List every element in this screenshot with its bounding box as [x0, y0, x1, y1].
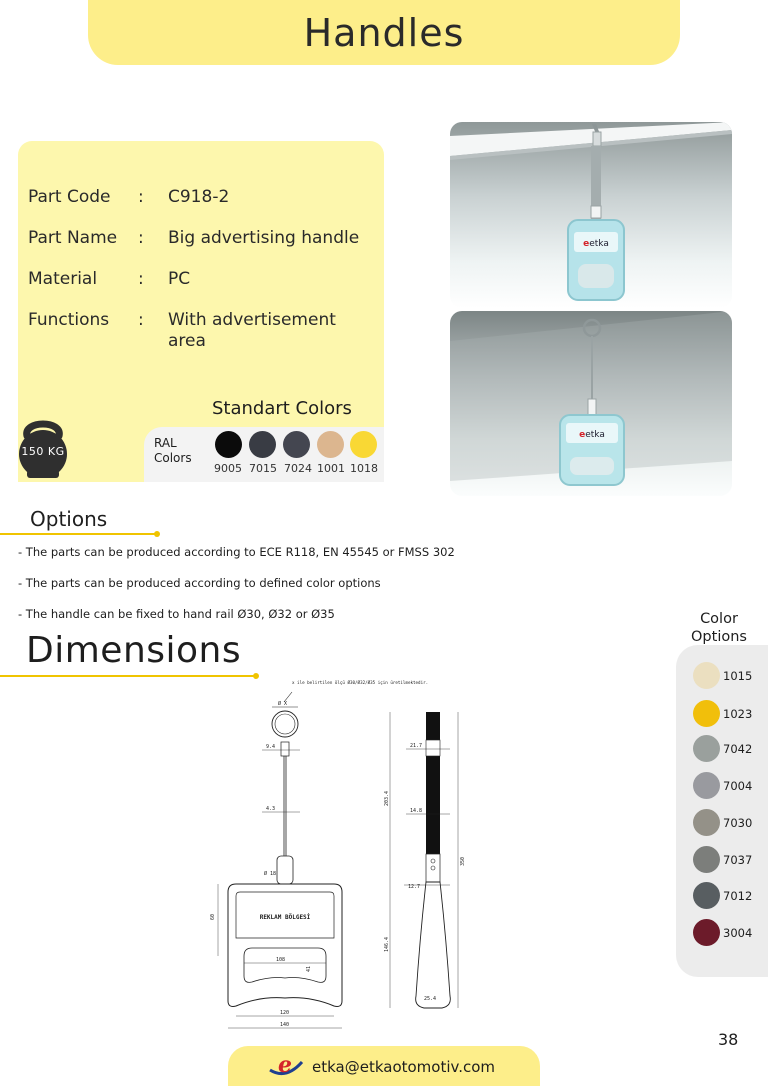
ral-swatch-1018: [350, 431, 377, 458]
dim-25-4: 25.4: [424, 996, 437, 1002]
option-line: - The parts can be produced according to defined color options: [18, 576, 381, 590]
spec-colon: :: [138, 187, 144, 207]
options-title: Options: [30, 507, 108, 531]
spec-label: Part Name: [28, 228, 118, 248]
kettlebell-icon: [17, 410, 69, 482]
drawing-note: x ile belirtilen ölçü Ø30/Ø32/Ø35 için üretilmektedir.: [292, 680, 429, 685]
ral-code: 7015: [249, 462, 277, 475]
dim-120: 120: [280, 1010, 290, 1016]
color-option-7004: [693, 772, 720, 799]
dim-350: 350: [460, 856, 466, 866]
spec-label: Functions: [28, 310, 110, 330]
color-option-7037: [693, 846, 720, 873]
email-link[interactable]: etka@etkaotomotiv.com: [312, 1058, 496, 1076]
dim-41: 41: [306, 965, 312, 972]
photo-brand-text: etka: [585, 430, 605, 440]
spec-value: Big advertising handle: [168, 228, 360, 248]
etka-logo-icon: [268, 1050, 304, 1082]
color-options-panel: [676, 645, 768, 977]
photo-brand-text: etka: [589, 239, 609, 249]
page-number: 38: [718, 1030, 739, 1049]
color-option-1023: [693, 700, 720, 727]
color-option-code: 1023: [723, 707, 753, 721]
spec-value: With advertisement area: [168, 310, 336, 351]
ral-code: 1018: [350, 462, 378, 475]
svg-text:e: e: [278, 1052, 292, 1078]
ral-swatch-9005: [215, 431, 242, 458]
dim-60: 60: [210, 913, 216, 920]
spec-colon: :: [138, 228, 144, 248]
color-option-7012: [693, 882, 720, 909]
spec-colon: :: [138, 269, 144, 289]
option-line: - The parts can be produced according to ECE R118, EN 45545 or FMSS 302: [18, 545, 455, 559]
dim-21-7: 21.7: [410, 743, 423, 749]
ral-code: 9005: [214, 462, 242, 475]
dim-140: 140: [280, 1022, 290, 1028]
spec-label: Material: [28, 269, 98, 289]
color-option-code: 7030: [723, 816, 753, 830]
svg-text:eetka: eetka: [579, 430, 605, 440]
dim-146-4: 146.4: [384, 936, 390, 952]
color-option-code: 7004: [723, 779, 753, 793]
dimensions-title: Dimensions: [26, 630, 242, 671]
color-option-code: 1015: [723, 669, 753, 683]
color-option-code: 7042: [723, 742, 753, 756]
color-option-code: 7037: [723, 853, 753, 867]
color-option-7042: [693, 735, 720, 762]
dim-12-7: 12.7: [408, 884, 421, 890]
page-title: Handles: [303, 10, 465, 55]
color-option-code: 3004: [723, 926, 753, 940]
spec-value: PC: [168, 269, 191, 289]
ral-code: 1001: [317, 462, 345, 475]
color-option-7030: [693, 809, 720, 836]
color-option-1015: [693, 662, 720, 689]
svg-text:eetka: eetka: [583, 239, 609, 249]
dim-14-8: 14.8: [410, 808, 423, 814]
ral-code: 7024: [284, 462, 312, 475]
ral-colors-label: RAL Colors: [154, 436, 192, 465]
title-banner: [88, 0, 680, 65]
dim-4-3: 4.3: [266, 806, 276, 812]
spec-value: C918-2: [168, 187, 230, 207]
product-photo-2: [450, 311, 732, 496]
option-line: - The handle can be fixed to hand rail Ø30, Ø32 or Ø35: [18, 607, 335, 621]
ad-area-label: REKLAM BÖLGESİ: [259, 914, 311, 921]
color-option-code: 7012: [723, 889, 753, 903]
ral-swatch-7015: [249, 431, 276, 458]
dim-ring: Ø X: [278, 701, 288, 707]
ral-swatch-1001: [317, 431, 344, 458]
product-photo-1: [450, 122, 732, 308]
dim-9-4: 9.4: [266, 744, 276, 750]
color-options-title: Color Options: [691, 611, 747, 645]
technical-drawing: [200, 676, 480, 1036]
standard-colors-title: Standart Colors: [212, 398, 352, 419]
options-underline-dot: [154, 531, 160, 537]
spec-colon: :: [138, 310, 144, 330]
ral-swatch-7024: [283, 431, 310, 458]
dim-18: Ø 18: [264, 871, 277, 877]
options-underline: [0, 533, 156, 535]
load-capacity: 150 KG: [21, 445, 65, 458]
dim-108: 108: [276, 957, 286, 963]
dim-203-4: 203.4: [384, 790, 390, 806]
color-option-3004: [693, 919, 720, 946]
spec-label: Part Code: [28, 187, 111, 207]
